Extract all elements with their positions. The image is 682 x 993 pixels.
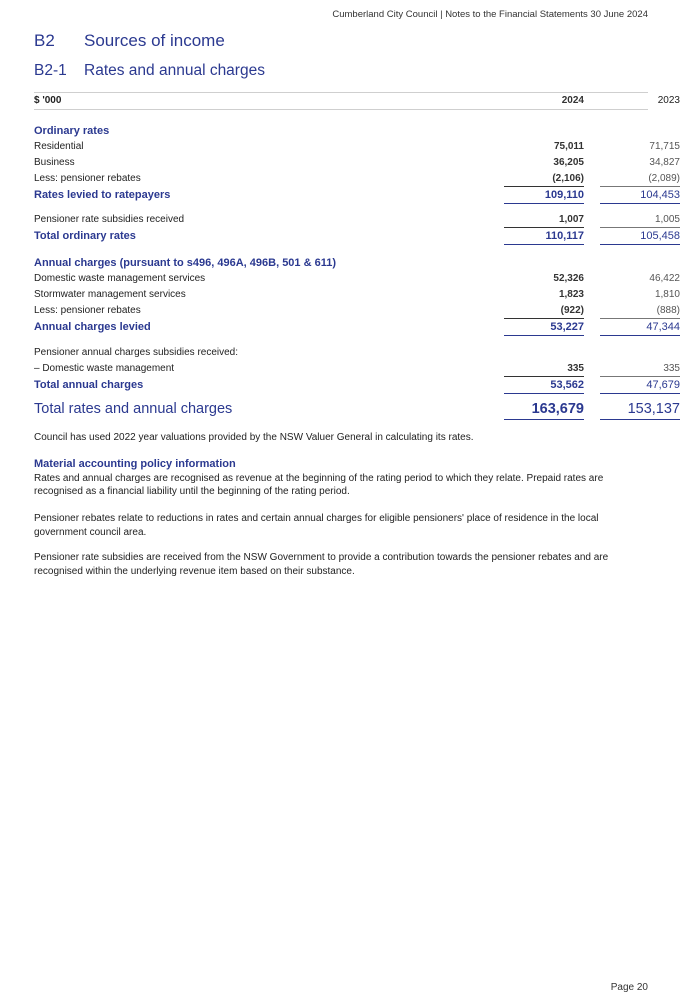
row-label: – Domestic waste management <box>34 363 175 374</box>
unit-label: $ '000 <box>34 95 62 106</box>
row-label: Stormwater management services <box>34 289 186 300</box>
value-2023: 71,715 <box>649 141 680 152</box>
table-row <box>34 271 680 287</box>
policy-paragraph: Pensioner rebates relate to reductions in rates and certain annual charges for eligible pensioners' place of residence in the local government council area. <box>34 513 599 538</box>
row-label: Total ordinary rates <box>34 230 136 242</box>
section-number: B2 <box>34 31 55 50</box>
row-label: Pensioner rate subsidies received <box>34 214 185 225</box>
annual-charges-heading-row <box>34 255 648 271</box>
value-2023: 1,005 <box>600 212 680 228</box>
valuation-note: Council has used 2022 year valuations provided by the NSW Valuer General in calculating its rates. <box>34 432 474 443</box>
value-2023: 153,137 <box>600 398 680 420</box>
value-2024: 53,227 <box>504 319 584 336</box>
col-2024-header: 2024 <box>561 95 584 106</box>
value-2024: 52,326 <box>553 273 584 284</box>
value-2024: 109,110 <box>504 187 584 204</box>
row-label: Less: pensioner rebates <box>34 173 141 184</box>
value-2023: 335 <box>600 361 680 377</box>
value-2023: 47,344 <box>600 319 680 336</box>
value-2024: 53,562 <box>504 377 584 394</box>
subtotal-row <box>34 319 680 335</box>
row-label: Total rates and annual charges <box>34 401 233 417</box>
section-heading <box>34 31 225 51</box>
rates-table <box>34 92 680 420</box>
ordinary-rates-heading: Ordinary rates <box>34 125 110 137</box>
value-2023: 1,810 <box>654 289 680 300</box>
total-row <box>34 377 680 393</box>
value-2023: 46,422 <box>649 273 680 284</box>
section-title: Sources of income <box>84 31 225 50</box>
value-2023: 34,827 <box>649 157 680 168</box>
value-2024: 163,679 <box>504 398 584 420</box>
row-label: Annual charges levied <box>34 321 151 333</box>
value-2024: 1,007 <box>504 212 584 228</box>
row-label: Business <box>34 157 75 168</box>
value-2024: 335 <box>504 361 584 377</box>
subtotal-row <box>34 187 680 203</box>
subsection-number: B2-1 <box>34 62 67 79</box>
grand-total-row <box>34 398 680 420</box>
value-2023: 47,679 <box>600 377 680 394</box>
table-row <box>34 139 680 155</box>
table-row <box>34 212 680 228</box>
subsection-heading <box>34 62 265 80</box>
row-label: Residential <box>34 141 84 152</box>
ordinary-rates-heading-row <box>34 123 648 139</box>
value-2023: (2,089) <box>600 171 680 187</box>
row-label: Rates levied to ratepayers <box>34 189 171 201</box>
table-header-row <box>34 92 680 110</box>
row-label: Domestic waste management services <box>34 273 206 284</box>
table-row <box>34 361 680 377</box>
policy-title: Material accounting policy information <box>34 458 236 470</box>
policy-paragraph: Pensioner rate subsidies are received from the NSW Government to provide a contribution towards the pensioner rebates and are recognised within the underlying revenue item based on their substance. <box>34 552 609 577</box>
row-label: Pensioner annual charges subsidies received: <box>34 347 239 358</box>
value-2023: (888) <box>600 303 680 319</box>
running-header: Cumberland City Council | Notes to the Financial Statements 30 June 2024 <box>332 9 648 20</box>
value-2024: 36,205 <box>553 157 584 168</box>
value-2023: 105,458 <box>600 228 680 245</box>
value-2024: 1,823 <box>558 289 584 300</box>
value-2024: (922) <box>504 303 584 319</box>
subsection-title: Rates and annual charges <box>84 62 265 79</box>
table-row <box>34 171 680 187</box>
policy-paragraph: Rates and annual charges are recognised as revenue at the beginning of the rating period to which they relate. Prepaid rates are recognised as a financial liability until the beginning of the rating period. <box>34 472 604 497</box>
value-2024: 75,011 <box>553 141 584 152</box>
table-row <box>34 287 680 303</box>
value-2023: 104,453 <box>600 187 680 204</box>
policy-block <box>34 458 649 499</box>
annual-charges-heading: Annual charges (pursuant to s496, 496A, 496B, 501 & 611) <box>34 257 337 269</box>
row-label: Less: pensioner rebates <box>34 305 141 316</box>
value-2024: (2,106) <box>504 171 584 187</box>
row-label: Total annual charges <box>34 379 144 391</box>
table-row <box>34 155 680 171</box>
col-2023-header: 2023 <box>657 95 680 106</box>
page-number: Page 20 <box>610 982 648 993</box>
table-row <box>34 345 648 361</box>
table-row <box>34 303 680 319</box>
total-row <box>34 228 680 244</box>
value-2024: 110,117 <box>504 228 584 245</box>
